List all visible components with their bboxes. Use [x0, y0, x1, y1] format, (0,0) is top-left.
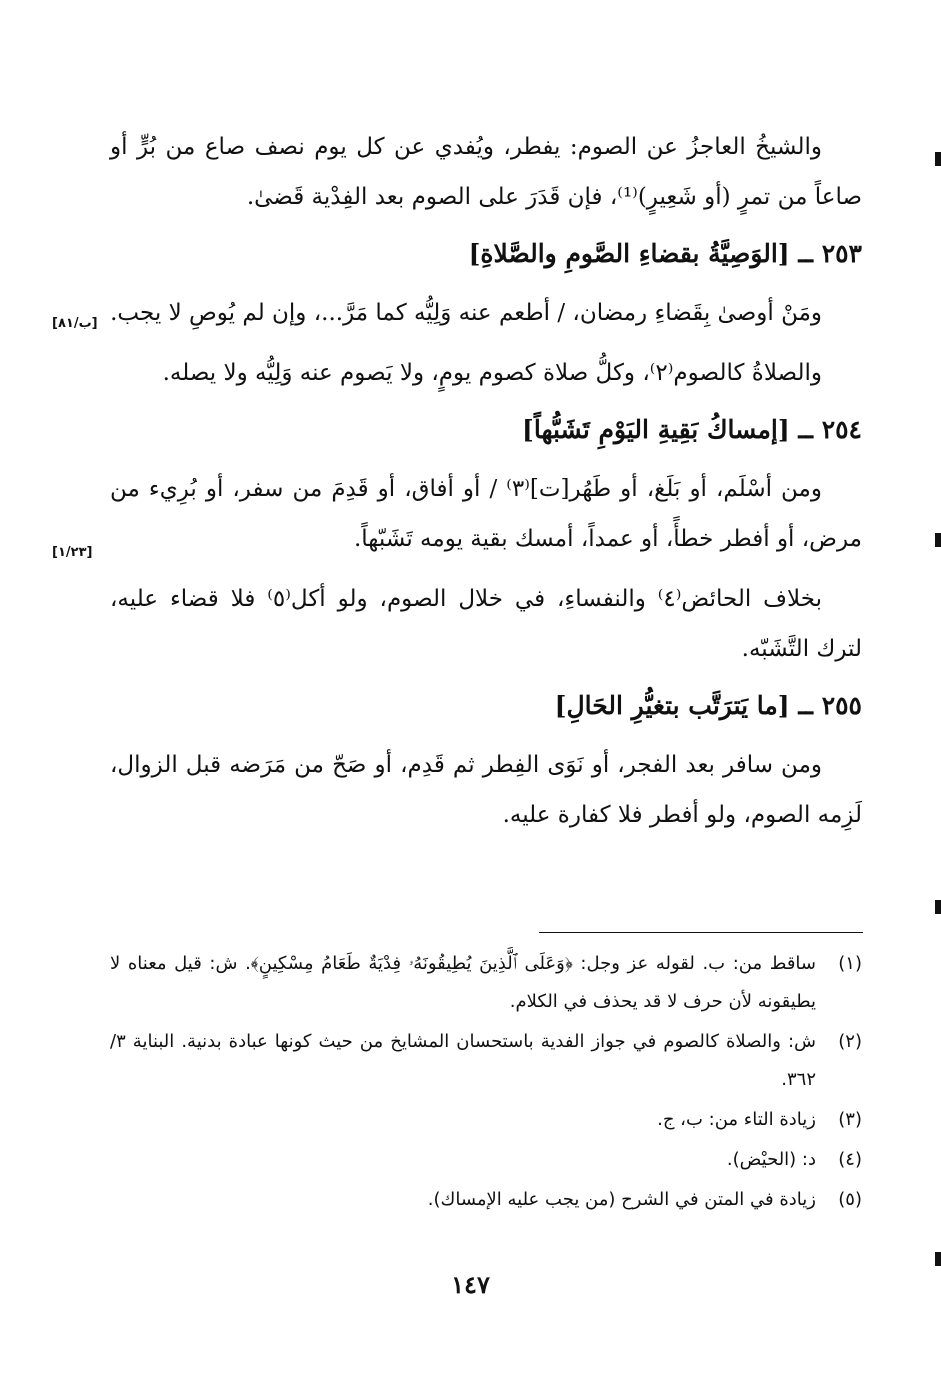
footnote-text: زيادة التاء من: ب، ج.	[657, 1109, 816, 1130]
scan-edge-mark	[935, 152, 941, 166]
footnote-4	[110, 1141, 862, 1179]
footnote-2	[110, 1023, 862, 1099]
paragraph-3: والصلاةُ كالصوم⁽٢⁾، وكلُّ صلاة كصوم يومٍ، ولا يَصوم عنه وَلِيُّه ولا يصله.	[162, 360, 822, 386]
footnote-number: (٤)	[838, 1149, 862, 1170]
footnotes	[110, 945, 862, 1221]
page-number: ١٤٧	[451, 1270, 490, 1299]
paragraph-6: ومن سافر بعد الفجر، أو نَوَى الفِطر ثم قَدِم، أو صَحّ من مَرَضه قبل الزوال، لَزِمه الصوم، ولو أفطر فلا كفارة عليه.	[110, 752, 862, 828]
section-heading-253: ٢٥٣ ــ [الوَصِيَّةُ بقضاءِ الصَّومِ والصَّلاةِ]	[468, 239, 862, 268]
footnote-divider	[539, 932, 863, 933]
footnote-number: (٣)	[838, 1109, 862, 1130]
main-text	[110, 122, 862, 850]
scan-edge-mark	[935, 1252, 941, 1266]
footnote-number: (٢)	[838, 1031, 862, 1052]
footnote-text: د: (الحيْض).	[726, 1149, 816, 1170]
footnote-1	[110, 945, 862, 1021]
footnote-text: ش: والصلاة كالصوم في جواز الفدية باستحسان المشايخ من حيث كونها عبادة بدنية. البناية ٣/ ٣٦٢.	[110, 1031, 816, 1090]
footnote-3	[110, 1101, 862, 1139]
footnote-text: ساقط من: ب. لقوله عز وجل: ﴿وَعَلَى ٱلَّذِينَ يُطِيقُونَهُۥ فِدْيَةٌ طَعَامُ مِسْكِينٍ﴾. ش: قيل معناه لا يطيقونه لأن حرف لا قد يحذف في الكلام.	[110, 953, 816, 1012]
paragraph-4: ومن أسْلَم، أو بَلَغ، أو طَهُر[ت]⁽٣⁾ / أو أفاق، أو قَدِمَ من سفر، أو بُرِيء من مرض، أو أفطر خطأً، أو عمداً، أمسك بقية يومه تَشَبّهاً.	[110, 476, 862, 552]
footnote-number: (١)	[838, 953, 862, 974]
section-heading-254: ٢٥٤ ــ [إمساكُ بَقِيةِ اليَوْمِ تَشَبُّهاً]	[522, 415, 862, 444]
paragraph-2: ومَنْ أوصىٰ بِقَضاءِ رمضان، / أطعم عنه وَلِيُّه كما مَرَّ...، وإن لم يُوصِ لا يجب.	[110, 300, 822, 326]
section-heading-255: ٢٥٥ ــ [ما يَترَتَّب بتغيُّرِ الحَالِ]	[554, 691, 862, 720]
manuscript-marker-2: [١/٢٣]	[52, 545, 93, 560]
footnote-5	[110, 1181, 862, 1219]
paragraph-5: بخلاف الحائض⁽٤⁾ والنفساءِ، في خلال الصوم، ولو أكل⁽٥⁾ فلا قضاء عليه، لترك التَّشَبّه.	[110, 586, 862, 662]
footnote-number: (٥)	[838, 1189, 862, 1210]
footnote-text: زيادة في المتن في الشرح (من يجب عليه الإمساك).	[427, 1189, 816, 1210]
paragraph-1: والشيخُ العاجزُ عن الصوم: يفطر، ويُفدي عن كل يوم نصف صاع من بُرٍّ أو صاعاً من تمرٍ (أو شَعِيرٍ)⁽¹⁾، فإن قَدَرَ على الصوم بعد الفِدْية قَضىٰ.	[110, 134, 862, 210]
scan-edge-mark	[935, 533, 941, 547]
scan-edge-mark	[935, 900, 941, 914]
manuscript-marker-1: [ب/٨١]	[52, 316, 98, 331]
